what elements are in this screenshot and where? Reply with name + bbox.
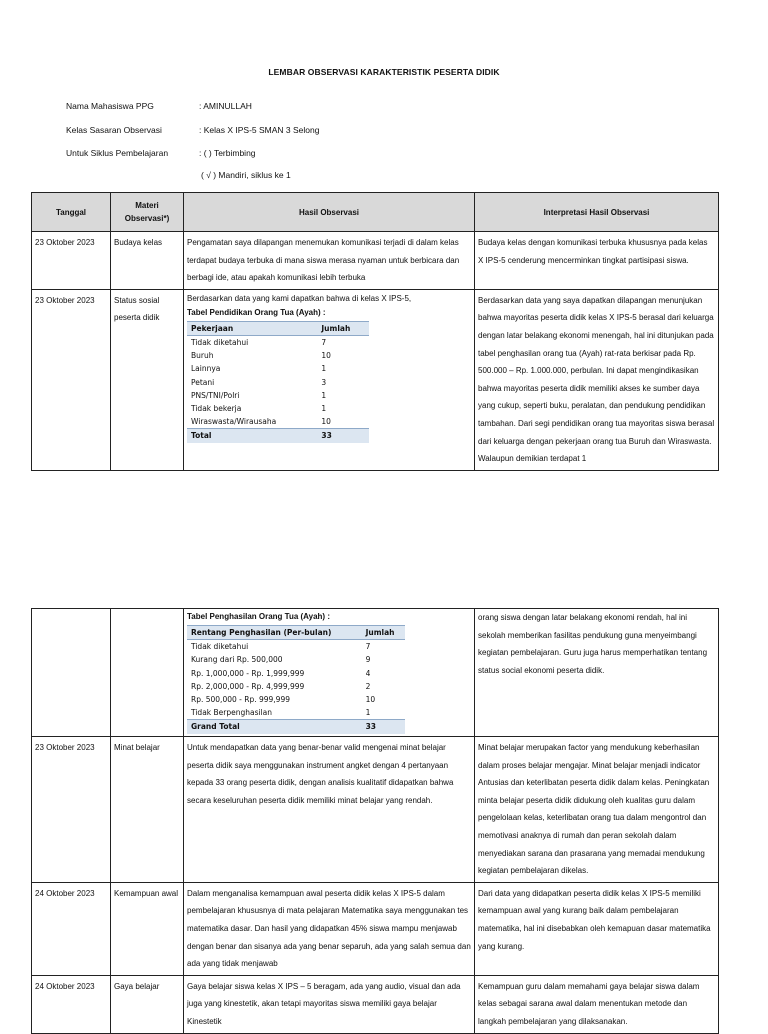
inner-cell: Tidak bekerja [191, 404, 242, 413]
inner-total-label: Total [187, 429, 317, 443]
cell-materi: Minat belajar [111, 737, 184, 883]
inner-row [187, 349, 369, 362]
inner-row [187, 706, 405, 720]
inner-cell: 2 [365, 681, 371, 691]
table-row [32, 975, 719, 1033]
meta-value: : AMINULLAH [199, 101, 252, 111]
cell-materi: Budaya kelas [111, 232, 184, 290]
inner-cell: Rp. 1,000,000 - Rp. 1,999,999 [191, 668, 305, 678]
inner-row [187, 376, 369, 389]
inner-cell: Rp. 2,000,000 - Rp. 4,999,999 [191, 681, 305, 691]
inner-cell: Wiraswasta/Wirausaha [191, 417, 277, 427]
inner-header-row [187, 321, 369, 335]
cell-tanggal-empty [32, 609, 111, 737]
meta-label: Nama Mahasiswa PPG [66, 101, 154, 111]
table-caption: Tabel Penghasilan Orang Tua (Ayah) : [187, 612, 330, 621]
cell-tanggal: 23 Oktober 2023 [32, 232, 111, 290]
meta-value: : Kelas X IPS-5 SMAN 3 Selong [199, 125, 320, 135]
cell-tanggal: 23 Oktober 2023 [32, 737, 111, 883]
inner-total-label: Grand Total [187, 720, 362, 734]
inner-row [187, 335, 369, 349]
cell-materi-empty [111, 609, 184, 737]
inner-cell: 1 [321, 364, 327, 374]
observation-table [31, 192, 719, 471]
inner-row [187, 389, 369, 402]
inner-cell: 3 [321, 377, 327, 387]
observation-table-continued [31, 608, 719, 1034]
inner-cell: 10 [321, 417, 331, 427]
meta-value: : ( ) Terbimbing [199, 148, 256, 158]
cell-hasil: Dalam menganalisa kemampuan awal peserta didik kelas X IPS-5 dalam pembelajaran khususnya di mata pelajaran Matematika saya menggunakan tes matematika dasar. Dan hasil yang didapatkan 45% siswa mampu menjawab dengan benar dan sisanya ada yang benar separuh, ada yang salah semua dan ada yang tidak menjawab [184, 882, 475, 975]
cell-interpretasi: Dari data yang didapatkan peserta didik kelas X IPS-5 memiliki kemampuan awal yang kurang baik dalam pembelajaran matematika, hal ini disebabkan oleh kemapuan dasar matematika yang kurang. [475, 882, 719, 975]
inner-cell: Tidak diketahui [191, 337, 249, 347]
parent-income-table [187, 625, 405, 734]
inner-cell: Tidak diketahui [191, 642, 249, 652]
table-header-row [32, 193, 719, 232]
table-caption: Tabel Pendidikan Orang Tua (Ayah) : [187, 307, 326, 317]
header-interpretasi: Interpretasi Hasil Observasi [475, 193, 719, 232]
cell-tanggal: 23 Oktober 2023 [32, 289, 111, 470]
meta-label: Untuk Siklus Pembelajaran [66, 148, 169, 158]
cell-interpretasi: orang siswa dengan latar belakang ekonomi rendah, hal ini sekolah memberikan fasilitas pendukung guna menyeimbangi kegiatan pembelajaran. Guru juga harus memperhatikan tentang status social ekonomi peserta didik. [475, 609, 719, 737]
inner-row [187, 693, 405, 706]
table-row [32, 737, 719, 883]
cell-hasil [184, 609, 475, 737]
inner-cell: 1 [321, 390, 327, 400]
inner-total-value: 33 [317, 429, 369, 443]
cell-interpretasi: Minat belajar merupakan factor yang mendukung keberhasilan dalam proses belajar mengajar. Minat belajar menjadi indicator Antusias dan keterlibatan peserta didik dalam kelas. Peningkatan minta belajar peserta didik didukung oleh kualitas guru dalam pengelolaan kelas, keterlibatan orang tua dalam mengontrol dan memotivasi anaknya di rumah dan peran sekolah dalam menyediakan sarana dan prasarana yang memadai mendukung kegiatan pembelajaran dikelas. [475, 737, 719, 883]
hasil-text: Berdasarkan data yang kami dapatkan bahwa di kelas X IPS-5, [187, 293, 412, 303]
inner-cell: Tidak Berpenghasilan [191, 708, 273, 718]
header-hasil: Hasil Observasi [184, 193, 475, 232]
inner-cell: 9 [365, 655, 371, 665]
inner-cell: Rp. 500,000 - Rp. 999,999 [191, 695, 290, 705]
meta-label: Kelas Sasaran Observasi [66, 125, 162, 135]
cell-hasil: Pengamatan saya dilapangan menemukan komunikasi terjadi di dalam kelas terdapat budaya terbuka di mana siswa merasa nyaman untuk berbicara dan berbagi ide, atau apakah komunikasi lebih terbuka [184, 232, 475, 290]
inner-cell: PNS/TNI/Polri [191, 390, 240, 400]
cell-tanggal: 24 Oktober 2023 [32, 975, 111, 1033]
cell-materi: Kemampuan awal [111, 882, 184, 975]
cell-interpretasi: Kemampuan guru dalam memahami gaya belajar siswa dalam kelas sebagai sarana awal dalam menentukan metode dan langkah pembelajaran yang dilaksanakan. [475, 975, 719, 1033]
inner-cell: 1 [365, 708, 371, 718]
inner-cell: Buruh [191, 351, 214, 361]
inner-cell: 7 [365, 642, 371, 652]
inner-cell: Lainnya [191, 364, 221, 374]
cell-interpretasi: Berdasarkan data yang saya dapatkan dilapangan menunjukan bahwa mayoritas peserta didik kelas X IPS-5 berasal dari keluarga dengan latar belakang ekonomi menengah, hal ini ditunjukan pada tabel penghasilan orang tua (Ayah) rat-rata berkisar pada Rp. 500.000 – Rp. 1.000.000, perbulan. Ini dapat mengindikasikan bahwa mayoritas peserta didik memiliki akses ke sumber daya yang cukup, seperti buku, peralatan, dan pendukung pendidikan tambahan. Dari segi pendidikan orang tua mayoritas siswa berasal dari keluarga dengan pekerjaan orang tua Buruh dan Wiraswasta. Walaupun demikian terdapat 1 [475, 289, 719, 470]
inner-cell: Kurang dari Rp. 500,000 [191, 655, 283, 665]
inner-row [187, 640, 405, 654]
inner-cell: 10 [321, 351, 331, 361]
inner-row [187, 415, 369, 429]
cell-hasil: Untuk mendapatkan data yang benar-benar valid mengenai minat belajar peserta didik saya menggunakan instrument angket dengan 4 pertanyaan kepada 33 orang peserta didik, dengan analisis kualitatif didapatkan bahwa secara keseluruhan peserta didik memiliki minat belajar yang rendah. [184, 737, 475, 883]
cell-materi: Status sosial peserta didik [111, 289, 184, 470]
table-row [32, 289, 719, 470]
document-title: LEMBAR OBSERVASI KARAKTERISTIK PESERTA DIDIK [268, 67, 500, 77]
inner-cell: 1 [321, 404, 327, 413]
cell-hasil: Gaya belajar siswa kelas X IPS – 5 beragam, ada yang audio, visual dan ada juga yang kinestetik, akan tetapi mayoritas siswa memiliki gaya belajar Kinestetik [184, 975, 475, 1033]
cell-interpretasi: Budaya kelas dengan komunikasi terbuka khususnya pada kelas X IPS-5 cenderung mencerminkan tingkat partisipasi siswa. [475, 232, 719, 290]
table-row [32, 882, 719, 975]
inner-header: Pekerjaan [187, 321, 317, 335]
cell-materi: Gaya belajar [111, 975, 184, 1033]
meta-value: ( √ ) Mandiri, siklus ke 1 [201, 170, 291, 180]
cell-tanggal: 24 Oktober 2023 [32, 882, 111, 975]
header-tanggal: Tanggal [32, 193, 111, 232]
header-materi: Materi Observasi*) [111, 193, 184, 232]
inner-header: Rentang Penghasilan (Per-bulan) [187, 626, 362, 640]
inner-cell: Petani [191, 377, 215, 387]
table-row-continued [32, 609, 719, 737]
inner-cell: 10 [365, 695, 376, 705]
parent-job-table [187, 321, 369, 443]
inner-row [187, 362, 369, 375]
inner-row [187, 667, 405, 680]
inner-row [187, 402, 369, 415]
inner-total-value: 33 [362, 720, 405, 734]
inner-cell: 7 [321, 337, 327, 347]
inner-header-row [187, 626, 405, 640]
inner-row [187, 653, 405, 666]
inner-row [187, 680, 405, 693]
inner-total-row [187, 429, 369, 443]
cell-hasil [184, 289, 475, 470]
inner-header: Jumlah [317, 321, 369, 335]
inner-total-row [187, 720, 405, 734]
table-row [32, 232, 719, 290]
inner-cell: 4 [365, 668, 371, 678]
inner-header: Jumlah [362, 626, 405, 640]
